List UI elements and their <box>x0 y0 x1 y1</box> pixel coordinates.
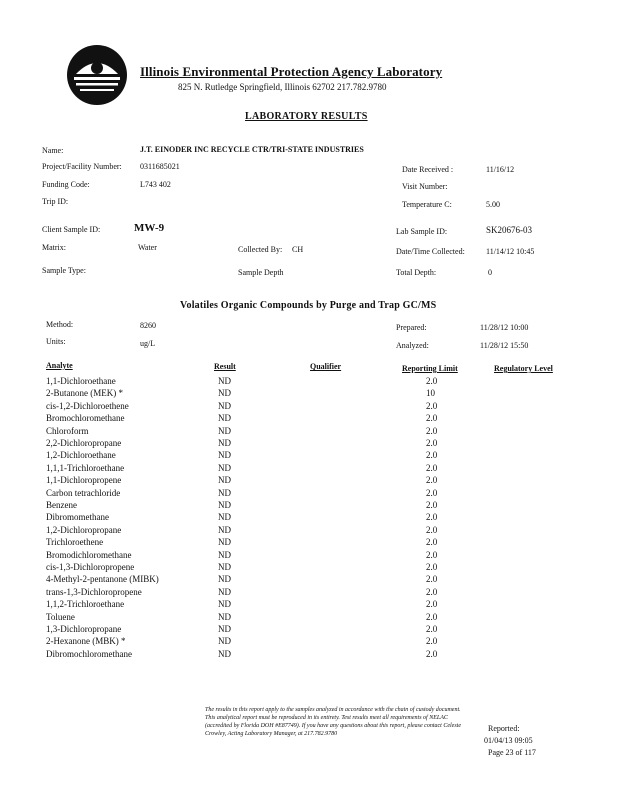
collected-by-label: Collected By: <box>238 245 283 254</box>
analyte-cell: 1,3-Dichloropropane <box>46 624 122 634</box>
matrix-label: Matrix: <box>42 243 66 252</box>
prepared-label: Prepared: <box>396 323 427 332</box>
client-sample-id-label: Client Sample ID: <box>42 225 101 234</box>
reporting-limit-cell: 2.0 <box>426 450 438 460</box>
collected-by-value: CH <box>292 245 304 254</box>
reporting-limit-cell: 2.0 <box>426 376 438 386</box>
reporting-limit-cell: 2.0 <box>426 463 438 473</box>
reporting-limit-cell: 2.0 <box>426 562 438 572</box>
reporting-limit-cell: 2.0 <box>426 612 438 622</box>
analyte-cell: 1,1,2-Trichloroethane <box>46 599 125 609</box>
date-received-label: Date Received : <box>402 165 454 174</box>
result-cell: ND <box>218 612 231 622</box>
result-cell: ND <box>218 450 231 460</box>
prepared-value: 11/28/12 10:00 <box>480 323 529 332</box>
reporting-limit-cell: 2.0 <box>426 624 438 634</box>
analyte-cell: 2-Butanone (MEK) * <box>46 388 123 398</box>
result-cell: ND <box>218 426 231 436</box>
analyte-cell: 1,2-Dichloropropane <box>46 525 122 535</box>
analyte-cell: cis-1,2-Dichloroethene <box>46 401 129 411</box>
trip-label: Trip ID: <box>42 197 69 206</box>
analyte-cell: 2,2-Dichloropropane <box>46 438 122 448</box>
reporting-limit-cell: 2.0 <box>426 413 438 423</box>
result-cell: ND <box>218 550 231 560</box>
analyte-cell: Dibromochloromethane <box>46 649 132 659</box>
analyte-cell: 1,1-Dichloroethane <box>46 376 116 386</box>
analyte-cell: 1,2-Dichloroethane <box>46 450 116 460</box>
reported-label: Reported: <box>488 724 520 733</box>
result-cell: ND <box>218 438 231 448</box>
result-cell: ND <box>218 649 231 659</box>
col-header-result: Result <box>214 362 236 371</box>
result-cell: ND <box>218 537 231 547</box>
name-value: J.T. EINODER INC RECYCLE CTR/TRI-STATE INDUSTRIES <box>140 145 364 154</box>
reporting-limit-cell: 2.0 <box>426 587 438 597</box>
analyte-cell: Chloroform <box>46 426 89 436</box>
matrix-value: Water <box>138 243 157 252</box>
analyte-cell: Toluene <box>46 612 75 622</box>
result-cell: ND <box>218 599 231 609</box>
reporting-limit-cell: 2.0 <box>426 426 438 436</box>
funding-value: L743 402 <box>140 180 171 189</box>
analyte-cell: Dibromomethane <box>46 512 109 522</box>
lab-sample-id-value: SK20676-03 <box>486 225 533 235</box>
sample-depth-label: Sample Depth <box>238 268 284 277</box>
reporting-limit-cell: 2.0 <box>426 500 438 510</box>
col-header-qualifier: Qualifier <box>310 362 342 371</box>
col-header-regulatory-level: Regulatory Level <box>494 364 553 373</box>
reporting-limit-cell: 2.0 <box>426 488 438 498</box>
units-value: ug/L <box>140 339 156 348</box>
iepa-logo-icon <box>66 44 128 106</box>
analyte-cell: Bromochloromethane <box>46 413 125 423</box>
analyte-cell: trans-1,3-Dichloropropene <box>46 587 142 597</box>
analyte-cell: Bromodichloromethane <box>46 550 132 560</box>
reporting-limit-cell: 2.0 <box>426 438 438 448</box>
temperature-value: 5.00 <box>486 200 500 209</box>
result-cell: ND <box>218 512 231 522</box>
analyte-cell: 2-Hexanone (MBK) * <box>46 636 126 646</box>
result-cell: ND <box>218 636 231 646</box>
reporting-limit-cell: 2.0 <box>426 475 438 485</box>
result-cell: ND <box>218 574 231 584</box>
reporting-limit-cell: 2.0 <box>426 512 438 522</box>
total-depth-value: 0 <box>488 268 492 277</box>
result-cell: ND <box>218 376 231 386</box>
result-cell: ND <box>218 562 231 572</box>
date-collected-value: 11/14/12 10:45 <box>486 247 535 256</box>
result-cell: ND <box>218 488 231 498</box>
project-value: 0311685021 <box>140 162 180 171</box>
result-cell: ND <box>218 401 231 411</box>
date-collected-label: Date/Time Collected: <box>396 247 465 256</box>
client-sample-id-value: MW-9 <box>134 222 165 234</box>
analyte-cell: Benzene <box>46 500 77 510</box>
org-name: Illinois Environmental Protection Agency Laboratory <box>140 64 443 79</box>
funding-label: Funding Code: <box>42 180 90 189</box>
page-number: Page 23 of 117 <box>488 748 536 757</box>
result-cell: ND <box>218 413 231 423</box>
reporting-limit-cell: 10 <box>426 388 435 398</box>
analyzed-value: 11/28/12 15:50 <box>480 341 529 350</box>
reporting-limit-cell: 2.0 <box>426 636 438 646</box>
org-address: 825 N. Rutledge Springfield, Illinois 62702 217.782.9780 <box>178 82 387 92</box>
analyzed-label: Analyzed: <box>396 341 429 350</box>
temperature-label: Temperature C: <box>402 200 452 209</box>
report-title: LABORATORY RESULTS <box>245 111 368 122</box>
lab-sample-id-label: Lab Sample ID: <box>396 227 448 236</box>
analyte-cell: Trichloroethene <box>46 537 104 547</box>
analyte-cell: 4-Methyl-2-pentanone (MIBK) <box>46 574 159 584</box>
reporting-limit-cell: 2.0 <box>426 574 438 584</box>
result-cell: ND <box>218 388 231 398</box>
visit-label: Visit Number: <box>402 182 448 191</box>
method-label: Method: <box>46 320 74 329</box>
project-label: Project/Facility Number: <box>42 162 122 171</box>
reporting-limit-cell: 2.0 <box>426 599 438 609</box>
reported-value: 01/04/13 09:05 <box>484 736 533 745</box>
result-cell: ND <box>218 463 231 473</box>
reporting-limit-cell: 2.0 <box>426 649 438 659</box>
total-depth-label: Total Depth: <box>396 268 437 277</box>
analyte-cell: Carbon tetrachloride <box>46 488 121 498</box>
result-cell: ND <box>218 587 231 597</box>
reporting-limit-cell: 2.0 <box>426 550 438 560</box>
result-cell: ND <box>218 624 231 634</box>
name-label: Name: <box>42 146 64 155</box>
section-title: Volatiles Organic Compounds by Purge and Trap GC/MS <box>180 300 437 311</box>
col-header-analyte: Analyte <box>46 361 73 370</box>
units-label: Units: <box>46 337 66 346</box>
footer-note: The results in this report apply to the samples analyzed in accordance with the chain of custody document. This analytical report must be reproduced in its entirety. Test results meet all requirements of NELAC (accredited by Florida DOH #E87749). If you have any questions about this report, please contact Celeste Crowley, Acting Laboratory Manager, at 217.782.9780 <box>205 707 462 737</box>
reporting-limit-cell: 2.0 <box>426 525 438 535</box>
analyte-cell: 1,1,1-Trichloroethane <box>46 463 125 473</box>
sample-type-label: Sample Type: <box>42 266 86 275</box>
method-value: 8260 <box>140 321 156 330</box>
result-cell: ND <box>218 475 231 485</box>
analyte-cell: cis-1,3-Dichloropropene <box>46 562 135 572</box>
date-received-value: 11/16/12 <box>486 165 515 174</box>
result-cell: ND <box>218 500 231 510</box>
reporting-limit-cell: 2.0 <box>426 401 438 411</box>
result-cell: ND <box>218 525 231 535</box>
reporting-limit-cell: 2.0 <box>426 537 438 547</box>
analyte-cell: 1,1-Dichloropropene <box>46 475 122 485</box>
col-header-reporting-limit: Reporting Limit <box>402 364 458 373</box>
